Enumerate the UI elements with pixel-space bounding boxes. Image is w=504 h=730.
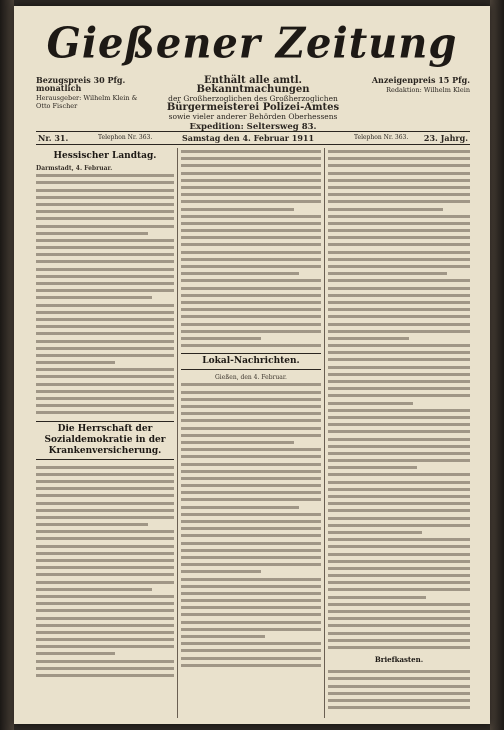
text-line	[36, 579, 174, 586]
text-line	[181, 511, 321, 518]
section-heading: Briefkasten.	[374, 655, 424, 665]
text-line	[328, 227, 470, 234]
text-line	[328, 356, 470, 363]
text-line	[328, 313, 470, 320]
text-line	[181, 256, 321, 263]
text-line	[328, 493, 470, 500]
text-line	[328, 270, 447, 277]
text-line	[181, 285, 321, 292]
text-line	[181, 439, 294, 446]
text-line	[328, 349, 470, 356]
text-line	[328, 206, 443, 213]
text-line	[328, 500, 470, 507]
text-line	[36, 615, 174, 622]
text-line	[328, 299, 470, 306]
text-line	[328, 234, 470, 241]
text-line	[181, 389, 321, 396]
text-line	[36, 409, 174, 416]
text-line	[36, 215, 174, 222]
text-line	[328, 579, 470, 586]
text-line	[181, 155, 321, 162]
text-line	[181, 234, 321, 241]
article-body	[181, 148, 321, 349]
text-line	[181, 184, 321, 191]
text-line	[181, 198, 321, 205]
text-line	[36, 366, 174, 373]
text-line	[36, 302, 174, 309]
text-line	[328, 515, 470, 522]
text-line	[328, 543, 470, 550]
text-line	[181, 403, 321, 410]
text-line	[328, 407, 470, 414]
text-line	[181, 425, 321, 432]
text-line	[36, 258, 174, 265]
text-line	[181, 583, 321, 590]
text-line	[36, 381, 174, 388]
text-line	[181, 313, 321, 320]
text-line	[328, 457, 470, 464]
text-line	[36, 323, 174, 330]
text-line	[328, 306, 470, 313]
official-notice-box	[148, 76, 358, 132]
column-rule	[177, 148, 178, 718]
text-line	[181, 381, 321, 388]
text-line	[181, 626, 321, 633]
text-line	[328, 572, 470, 579]
text-line	[36, 201, 174, 208]
text-line	[181, 540, 321, 547]
text-line	[36, 665, 174, 672]
text-line	[328, 392, 470, 399]
text-line	[328, 263, 470, 270]
text-line	[328, 683, 470, 690]
text-line	[328, 608, 470, 615]
text-line	[181, 206, 294, 213]
text-line	[328, 443, 470, 450]
text-line	[181, 662, 321, 669]
text-line	[328, 601, 470, 608]
text-line	[328, 220, 470, 227]
article-body	[328, 148, 470, 651]
issue-number: Nr. 31.	[38, 133, 69, 143]
text-line	[36, 402, 174, 409]
text-line	[181, 568, 261, 575]
text-line	[328, 335, 409, 342]
text-line	[328, 241, 470, 248]
text-line	[328, 675, 470, 682]
text-line	[181, 453, 321, 460]
text-line	[328, 277, 470, 284]
text-line	[36, 395, 174, 402]
text-line	[181, 590, 321, 597]
text-line	[328, 565, 470, 572]
text-line	[328, 594, 426, 601]
phone-right: Telephon Nr. 363.	[354, 134, 409, 141]
text-line	[36, 471, 174, 478]
text-line	[181, 547, 321, 554]
section-dateline: Gießen, den 4. Februar.	[215, 374, 287, 382]
text-line	[36, 309, 174, 316]
text-line	[181, 518, 321, 525]
phone-left: Telephon Nr. 363.	[98, 134, 153, 141]
masthead-title: Gießener Zeitung	[46, 18, 458, 69]
text-line	[36, 593, 174, 600]
text-line	[36, 600, 174, 607]
text-line	[181, 299, 321, 306]
text-line	[328, 558, 470, 565]
text-line	[181, 306, 321, 313]
text-line	[181, 482, 321, 489]
text-line	[328, 328, 470, 335]
text-line	[36, 672, 174, 679]
volume-year: 23. Jahrg.	[423, 133, 468, 143]
text-line	[36, 338, 174, 345]
text-line	[328, 479, 470, 486]
text-line	[181, 177, 321, 184]
text-line	[328, 414, 470, 421]
text-line	[36, 485, 174, 492]
advertisement-box	[360, 76, 470, 94]
text-line	[36, 187, 174, 194]
article-dateline: Darmstadt, 4. Februar.	[36, 165, 113, 172]
text-line	[36, 507, 174, 514]
text-line	[36, 244, 174, 251]
text-line	[181, 475, 321, 482]
text-line	[36, 543, 174, 550]
text-line	[328, 378, 470, 385]
article-body	[181, 381, 321, 669]
text-line	[181, 496, 321, 503]
text-line	[328, 428, 470, 435]
column-rule	[324, 148, 325, 718]
text-line	[181, 162, 321, 169]
text-line	[36, 172, 174, 179]
text-line	[328, 170, 470, 177]
text-line	[36, 514, 174, 521]
text-line	[36, 521, 148, 528]
text-line	[181, 277, 321, 284]
text-line	[328, 486, 470, 493]
article-body	[36, 464, 174, 680]
text-line	[328, 615, 470, 622]
right-binding	[490, 0, 504, 730]
text-line	[328, 198, 470, 205]
expedition-line: Expedition: Seltersweg 83.	[189, 122, 317, 132]
text-line	[328, 162, 470, 169]
text-line	[328, 285, 470, 292]
text-line	[181, 148, 321, 155]
column-2	[181, 148, 321, 669]
text-line	[181, 554, 321, 561]
text-line	[181, 292, 321, 299]
issue-date: Samstag den 4. Februar 1911	[182, 133, 315, 143]
text-line	[328, 668, 470, 675]
text-line	[36, 464, 174, 471]
text-line	[181, 410, 321, 417]
publisher-line: Herausgeber: Wilhelm Klein & Otto Fischer	[36, 94, 138, 110]
text-line	[36, 586, 152, 593]
text-line	[181, 640, 321, 647]
text-line	[181, 396, 321, 403]
column-3	[328, 148, 470, 711]
text-line	[36, 643, 174, 650]
text-line	[181, 270, 299, 277]
section-heading: Lokal-Nachrichten.	[181, 353, 321, 370]
text-line	[36, 316, 174, 323]
text-line	[36, 388, 174, 395]
text-line	[36, 266, 174, 273]
text-line	[36, 223, 174, 230]
text-line	[328, 385, 470, 392]
text-line	[36, 230, 148, 237]
text-line	[328, 586, 470, 593]
text-line	[328, 421, 470, 428]
text-line	[36, 294, 152, 301]
text-line	[181, 241, 321, 248]
text-line	[328, 551, 470, 558]
text-line	[328, 637, 470, 644]
text-line	[36, 373, 174, 380]
text-line	[181, 611, 321, 618]
notice-line-1: Enthält alle amtl. Bekanntmachungen	[196, 75, 310, 95]
text-line	[181, 432, 321, 439]
notice-line-3: Bürgermeisterei Polizei-Amtes	[166, 102, 340, 113]
text-line	[181, 561, 321, 568]
text-line	[181, 655, 321, 662]
text-line	[328, 155, 470, 162]
text-line	[181, 525, 321, 532]
text-line	[36, 650, 115, 657]
text-line	[328, 507, 470, 514]
text-line	[36, 607, 174, 614]
text-line	[36, 550, 174, 557]
advertisement-price: Anzeigenpreis 15 Pfg.	[371, 75, 470, 85]
text-line	[328, 697, 470, 704]
text-line	[181, 647, 321, 654]
text-line	[328, 400, 413, 407]
text-line	[181, 532, 321, 539]
text-line	[36, 280, 174, 287]
text-line	[36, 622, 174, 629]
newspaper-page	[14, 6, 490, 724]
text-line	[328, 371, 470, 378]
text-line	[36, 179, 174, 186]
text-line	[328, 256, 470, 263]
text-line	[36, 564, 174, 571]
text-line	[36, 478, 174, 485]
text-line	[36, 208, 174, 215]
text-line	[181, 576, 321, 583]
text-line	[328, 630, 470, 637]
text-line	[36, 492, 174, 499]
text-line	[36, 194, 174, 201]
notice-line-2: der Großherzoglichen des Großherzoglichen	[168, 94, 338, 103]
text-line	[181, 446, 321, 453]
text-line	[36, 359, 115, 366]
text-line	[328, 464, 417, 471]
text-line	[181, 328, 321, 335]
left-binding	[0, 0, 14, 730]
text-line	[328, 321, 470, 328]
text-line	[36, 571, 174, 578]
text-line	[36, 629, 174, 636]
text-line	[181, 461, 321, 468]
text-line	[181, 191, 321, 198]
text-line	[181, 321, 321, 328]
article-body	[328, 668, 470, 711]
text-line	[36, 237, 174, 244]
text-line	[328, 450, 470, 457]
text-line	[328, 364, 470, 371]
text-line	[328, 436, 470, 443]
article-heading: Hessischer Landtag.	[53, 151, 157, 161]
text-line	[36, 658, 174, 665]
text-line	[181, 597, 321, 604]
text-line	[181, 468, 321, 475]
text-line	[36, 273, 174, 280]
column-1	[36, 148, 174, 679]
text-line	[36, 251, 174, 258]
text-line	[181, 335, 261, 342]
text-line	[181, 619, 321, 626]
article-body	[36, 172, 174, 416]
text-line	[181, 227, 321, 234]
text-line	[328, 704, 470, 711]
text-line	[328, 522, 470, 529]
text-line	[181, 249, 321, 256]
text-line	[181, 604, 321, 611]
subscription-price: Bezugspreis 30 Pfg. monatlich	[36, 75, 126, 93]
text-line	[36, 500, 174, 507]
text-line	[328, 184, 470, 191]
text-line	[328, 536, 470, 543]
text-line	[36, 287, 174, 294]
text-line	[328, 342, 470, 349]
text-line	[36, 535, 174, 542]
notice-line-4: sowie vieler anderer Behörden Oberhessens	[168, 112, 338, 121]
text-line	[328, 249, 470, 256]
text-line	[181, 489, 321, 496]
article-heading: Die Herrschaft der Sozialdemokratie in der Krankenversicherung.	[36, 421, 174, 460]
text-line	[36, 352, 174, 359]
text-line	[328, 177, 470, 184]
text-line	[181, 417, 321, 424]
text-line	[328, 471, 470, 478]
dateline-bar	[36, 131, 470, 145]
text-line	[36, 636, 174, 643]
text-line	[36, 345, 174, 352]
text-line	[181, 213, 321, 220]
text-line	[328, 690, 470, 697]
text-line	[181, 220, 321, 227]
text-line	[328, 644, 470, 651]
text-line	[36, 330, 174, 337]
editor-line: Redaktion: Wilhelm Klein	[386, 86, 470, 94]
text-line	[36, 557, 174, 564]
text-line	[328, 213, 470, 220]
text-line	[328, 148, 470, 155]
text-line	[181, 263, 321, 270]
text-line	[181, 170, 321, 177]
text-line	[181, 633, 265, 640]
text-line	[36, 528, 174, 535]
text-line	[181, 504, 299, 511]
text-line	[328, 622, 470, 629]
subscription-box	[36, 76, 146, 110]
text-line	[328, 292, 470, 299]
text-line	[328, 191, 470, 198]
text-line	[181, 342, 321, 349]
text-line	[328, 529, 422, 536]
